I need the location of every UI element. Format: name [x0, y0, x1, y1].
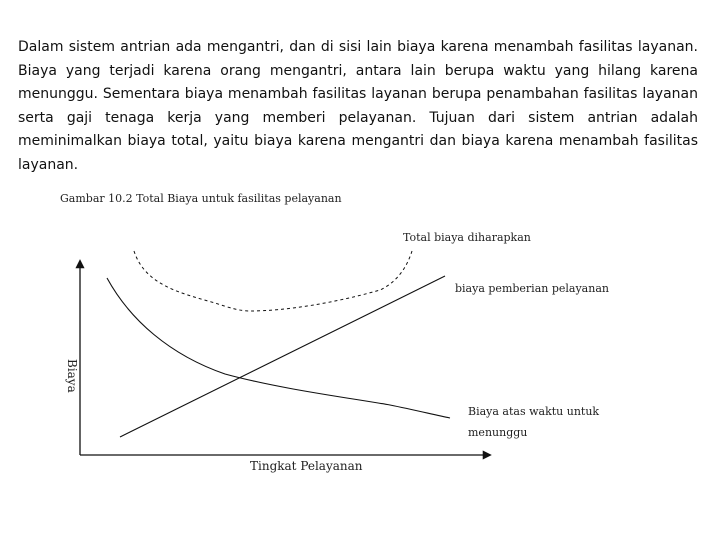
cost-figure [50, 185, 650, 485]
y-axis-label: Biaya [65, 359, 79, 393]
total-cost-curve [134, 251, 412, 311]
label-waiting-cost-line1: Biaya atas waktu untuk [468, 405, 600, 418]
service-cost-line [120, 276, 445, 437]
body-paragraph: Dalam sistem antrian ada mengantri, dan di sisi lain biaya karena menambah fasilitas layanan. Biaya yang terjadi karena orang mengantri, antara lain berupa waktu yang hilang karena menunggu. Sementara biaya menambah fasilitas layanan berupa penambahan fasilitas layanan serta gaji tenaga kerja yang memberi pelayanan. Tujuan dari sistem antrian adalah meminimalkan biaya total, yaitu biaya karena mengantri dan biaya karena menambah fasilitas layanan. [18, 39, 698, 173]
x-axis-label: Tingkat Pelayanan [250, 459, 363, 473]
figure-caption: Gambar 10.2 Total Biaya untuk fasilitas pelayanan [60, 192, 342, 205]
label-waiting-cost-line2: menunggu [468, 426, 528, 439]
cost-chart [50, 185, 650, 485]
label-service-cost: biaya pemberian pelayanan [455, 282, 609, 295]
label-total-cost: Total biaya diharapkan [403, 231, 531, 244]
